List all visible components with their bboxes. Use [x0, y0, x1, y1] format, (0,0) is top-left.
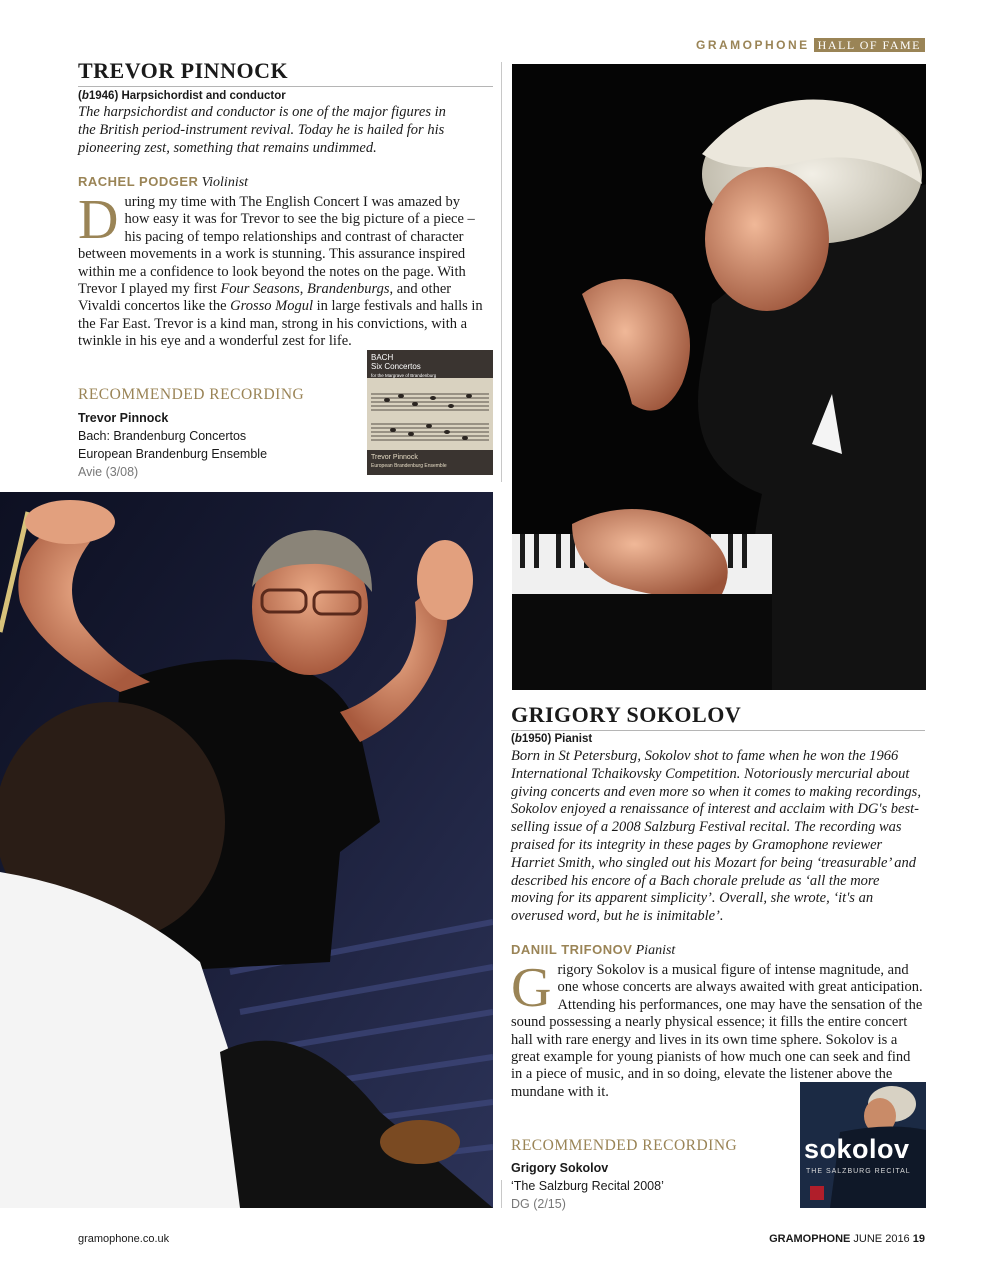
pinnock-heading-rule — [78, 86, 493, 87]
pinnock-dropcap: D — [78, 189, 119, 251]
sokolov-cover-title: sokolov — [804, 1134, 910, 1164]
pinnock-name: TREVOR PINNOCK — [78, 58, 289, 83]
sokolov-rec-title: ‘The Salzburg Recital 2008’ — [511, 1179, 664, 1193]
pinnock-heading-block — [78, 58, 493, 87]
sokolov-album-cover — [800, 1082, 926, 1208]
footer-website: gramophone.co.uk — [78, 1233, 170, 1245]
sokolov-contributor-name: DANIIL TRIFONOV — [511, 942, 633, 957]
running-header — [696, 38, 925, 53]
pinnock-album-cover — [367, 350, 493, 475]
pinnock-rec-heading: RECOMMENDED RECORDING — [78, 386, 305, 403]
sokolov-rec-artist: Grigory Sokolov — [511, 1161, 609, 1175]
column-divider-top — [501, 62, 502, 482]
pinnock-body: During my time with The English Concert I was amazed by how easy it was for Trevor to see the big picture of a piece – his pacing of tempo relationships and contrast of character between movements in a work is stunning. This assurance inspired within me a confidence to look beyond the notes on the page. With Trevor I played my first Four Seasons, Brandenburgs, and other Vivaldi concertos like the Grosso Mogul in large festivals and halls in the Far East. Trevor is a kind man, strong in his convictions, with a twinkle in his eye and a wonderful zest for life. — [78, 189, 483, 350]
pinnock-intro: The harpsichordist and conductor is one of the major figures in the British period-instrument revival. Today he is hailed for his pioneering zest, something that remains undimmed. — [78, 104, 446, 156]
header-section: HALL OF FAME — [814, 38, 925, 52]
sokolov-rec-label: DG (2/15) — [511, 1197, 566, 1211]
pinnock-cover-bottom: Trevor Pinnock European Brandenburg Ensemble — [371, 454, 447, 469]
sokolov-dropcap: G — [511, 957, 552, 1019]
pinnock-contributor-role: Violinist — [201, 175, 249, 190]
sokolov-rec-heading: RECOMMENDED RECORDING — [511, 1137, 738, 1154]
column-divider-bottom — [501, 1180, 502, 1208]
sokolov-piano-photo — [512, 64, 926, 690]
sokolov-rec-details — [511, 1159, 664, 1213]
pinnock-rec-ensemble: European Brandenburg Ensemble — [78, 447, 268, 461]
pinnock-conducting-photo — [0, 492, 493, 1208]
sokolov-heading-rule — [511, 730, 925, 731]
pinnock-rec-details — [78, 409, 267, 481]
sokolov-name: GRIGORY SOKOLOV — [511, 702, 742, 727]
sokolov-heading-block — [511, 702, 925, 731]
sokolov-dob: (b1950) Pianist — [511, 733, 593, 745]
sokolov-body: Grigory Sokolov is a musical figure of intense magnitude, and one whose concerts are always awaited with great anticipation. Attending his performances, one may have the sensation of the sound possessing a nearly physical essence; it fills the entire concert hall with rare energy and lives in its own time sphere. Sokolov is a great example for young pianists of how much one can seek and find in a piece of music, and in so doing, elevate the listener above the mundane with it. — [511, 957, 923, 1100]
pinnock-dob: (b1946) Harpsichordist and conductor — [78, 90, 286, 102]
pinnock-contributor-name: RACHEL PODGER — [78, 174, 199, 189]
header-magazine: GRAMOPHONE — [695, 38, 810, 52]
pinnock-cover-text: BACH Six Concertos for the Margrave of Brandenburg — [371, 353, 437, 378]
pinnock-rec-title: Bach: Brandenburg Concertos — [78, 429, 247, 443]
footer-issue: GRAMOPHONE JUNE 2016 19 — [769, 1233, 925, 1245]
sokolov-intro: Born in St Petersburg, Sokolov shot to fame when he won the 1966 International Tchaikovsky Competition. Notoriously mercurial about giving concerts and even more so when it comes to making recordings, Sokolov enjoyed a renaissance of interest and acclaim with DG's best-selling issue of a 2008 Salzburg Festival recital. The recording was praised for its integrity in these pages by Gramophone reviewer Harriet Smith, who singled out his Mozart for being ‘treasurable’ and described his encore of a Bach chorale prelude as ‘all the more moving for its apparent simplicity’. Overall, she wrote, ‘it's an overused word, but he is inimitable’. — [511, 748, 921, 925]
pinnock-rec-label: Avie (3/08) — [78, 465, 139, 479]
pinnock-rec-artist: Trevor Pinnock — [78, 411, 169, 425]
sokolov-contributor-role: Pianist — [635, 943, 676, 958]
sokolov-cover-subtitle: THE SALZBURG RECITAL — [806, 1168, 911, 1175]
